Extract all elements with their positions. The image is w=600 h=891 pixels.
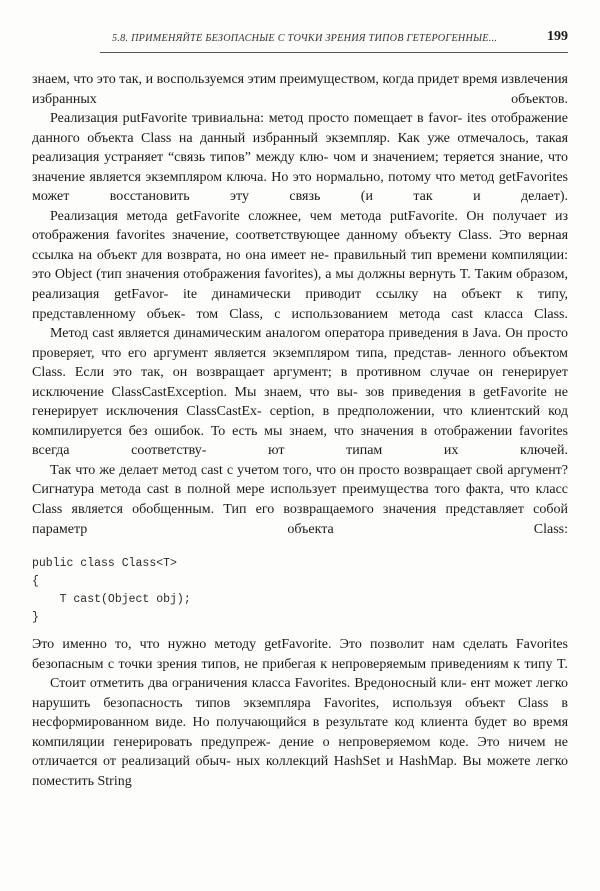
text-line: случае он генерирует исключение ClassCastException. Мы знаем, что вы-: [32, 365, 568, 400]
code-line: {: [32, 575, 39, 589]
text-line: дение о непроверяемом коде. Это ничем не отличается от реализаций обыч-: [32, 734, 568, 770]
text-line: извлечения избранных объектов.: [32, 72, 568, 107]
section-title: 5.8. ПРИМЕНЯЙТЕ БЕЗОПАСНЫЕ С ТОЧКИ ЗРЕНИЯ ТИПОВ ГЕТЕРОГЕННЫЕ...: [112, 33, 498, 44]
text-line: используя объект Class в несформированном виде. Но получающийся в: [32, 695, 569, 731]
paragraph: [32, 109, 568, 207]
code-line: public class Class<T>: [32, 557, 177, 571]
text-line: того факта, что класс Class является обобщенным. Тип его возвращаемого: [32, 482, 568, 518]
text-line: объекту Class. Это верная ссылка на объект для возврата, но она имеет не-: [32, 228, 569, 263]
paragraph: [32, 674, 568, 791]
code-line: T cast(Object obj);: [32, 593, 191, 607]
paragraph: [32, 324, 568, 461]
text-line: знаем, что это так, и воспользуемся этим преимуществом, когда придет время: [32, 72, 498, 87]
text-line: связь (и так и делает).: [289, 189, 568, 205]
text-line: ленного объектом Class. Если это так, он возвращает аргумент; в противном: [32, 345, 568, 381]
code-block: [32, 555, 568, 627]
text-line: чом и значением; теряется знание, что значение является экземпляром ключа.: [32, 150, 569, 185]
text-line: ных коллекций HashSet и HashMap. Вы можете легко поместить String: [32, 754, 569, 789]
paragraph: [32, 461, 568, 539]
text-line: Но это нормально, потому что метод getFavorites может восстановить эту: [32, 169, 568, 205]
paragraph: [32, 635, 568, 674]
text-line: Реализация putFavorite тривиальна: метод просто помещает в favor-: [50, 111, 463, 127]
text-line: Реализация метода getFavorite сложнее, чем метода putFavorite. Он: [50, 208, 485, 224]
text-line: приведениям к типу T.: [430, 656, 568, 672]
text-line: Favorites безопасным с точки зрения типов, не прибегая к непроверяемым: [32, 637, 568, 672]
text-line: Это именно то, что нужно методу getFavorite. Это позволит нам сделать: [32, 637, 508, 653]
text-line: результате код клиента будет во время компиляции генерировать предупреж-: [32, 715, 569, 750]
text-line: зов приведения в getFavorite не генерирует исключения ClassCastEx-: [32, 384, 569, 420]
text-line: ют типам их ключей.: [268, 443, 568, 459]
paragraph: [32, 70, 568, 109]
text-line: ites отображение данного объекта Class на данный избранный экземпляр.: [32, 111, 568, 146]
text-line: Он просто проверяет, что его аргумент является экземпляром типа, представ-: [32, 326, 568, 361]
text-line: ception, в предположении, что клиентский код компилируется без ошибок.: [32, 404, 568, 439]
text-line: аргумент? Сигнатура метода cast в полной мере использует преимущества: [32, 462, 569, 498]
text-line: ент может легко нарушить безопасность типов экземпляра Favorites,: [32, 676, 568, 711]
paragraph: [32, 207, 568, 324]
text-line: ite динамически приводит ссылку на объект к типу, представленному объек-: [32, 287, 569, 322]
page-number: 199: [547, 29, 568, 44]
text-line: правильный тип времени компиляции: это Object (тип значения отображения: [32, 247, 568, 283]
text-line: Стоит отметить два ограничения класса Favorites. Вредоносный кли-: [50, 676, 467, 692]
text-line: Как уже отмечалось, такая реализация устраняет “связь типов” между клю-: [32, 130, 569, 166]
text-line: том Class, с использованием метода cast класса Class.: [196, 306, 568, 322]
running-header: [100, 28, 568, 53]
text-line: значения представляет собой параметр объекта Class:: [32, 502, 568, 537]
text-line: То есть мы знаем, что значения в отображении favorites всегда соответству-: [32, 423, 569, 459]
page-body: [32, 70, 568, 792]
text-line: Метод cast является динамическим аналогом оператора приведения в Java.: [50, 326, 502, 342]
text-line: получает из отображения favorites значение, соответствующее данному: [32, 208, 568, 244]
code-line: }: [32, 611, 39, 625]
text-line: Так что же делает метод cast с учетом того, что он просто возвращает свой: [50, 462, 504, 478]
text-line: favorites), а мы должны вернуть T. Таким образом, реализация getFavor-: [32, 267, 569, 303]
